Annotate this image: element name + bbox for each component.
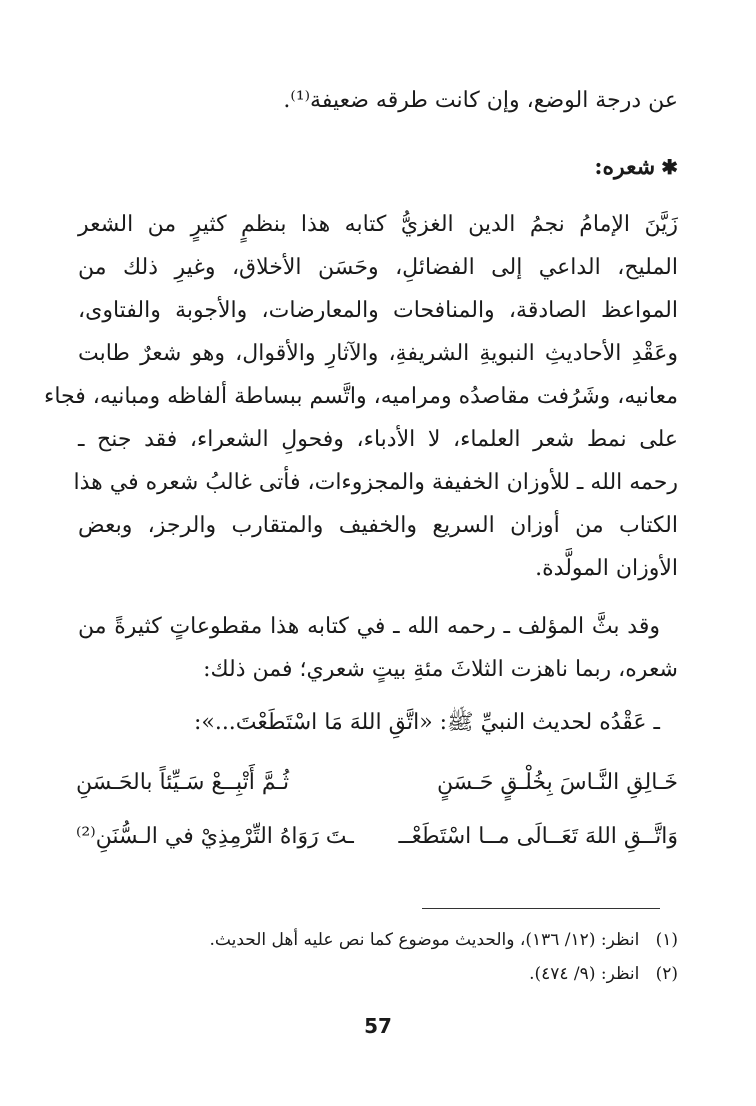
footnote-divider xyxy=(422,908,660,909)
paragraph-line: وعَقْدِ الأحاديثِ النبويةِ الشريفةِ، والآثارِ والأقوال، وهو شعرٌ طابت xyxy=(78,341,678,366)
paragraph-line: على نمط شعر العلماء، لا الأدباء، وفحولِ الشعراء، فقد جنح ـ xyxy=(78,427,678,452)
paragraph-line: رحمه الله ـ للأوزان الخفيفة والمجزوءات، فأتى غالبُ شعره في هذا xyxy=(73,470,678,495)
paragraph-line: شعره، ربما ناهزت الثلاثَ مئةِ بيتٍ شعري؛ فمن ذلك: xyxy=(203,657,678,682)
asterisk-icon: ✱ xyxy=(661,155,678,179)
section-heading-text: شعره: xyxy=(594,154,656,180)
paragraph-line: المليح، الداعي إلى الفضائلِ، وحَسَن الأخلاق، وغيرِ ذلك من xyxy=(78,255,678,280)
footnote-number: (١) xyxy=(655,930,678,950)
paragraph-line: معانيه، وشَرُفت مقاصدُه ومراميه، واتَّسم ببساطة ألفاظه ومبانيه، فجاء xyxy=(43,384,678,409)
page-number: 57 xyxy=(364,1014,392,1038)
paragraph-line: المواعظ الصادقة، والمنافحات والمعارضات، والأجوبة والفتاوى، xyxy=(78,298,678,323)
paragraph-line: الأوزان المولَّدة. xyxy=(535,556,678,581)
footnote-number: (٢) xyxy=(655,964,678,984)
paragraph-line: الكتاب من أوزان السريع والخفيف والمتقارب والرجز، وبعض xyxy=(78,513,678,538)
verse-2-second-hemistich: ـتَ رَوَاهُ التِّرْمِذِيْ في الـسُّنَنِ⁽²⁾ xyxy=(76,824,354,849)
footnote-text: انظر: (١٢/ ١٣٦)، والحديث موضوع كما نص عليه أهل الحديث. xyxy=(209,930,640,950)
footnote-2 xyxy=(529,962,678,986)
intro-line: عن درجة الوضع، وإن كانت طرقه ضعيفة⁽¹⁾. xyxy=(283,88,678,113)
footnote-1 xyxy=(210,928,679,952)
paragraph-line: زَيَّنَ الإمامُ نجمُ الدين الغزيُّ كتابه هذا بنظمٍ كثيرٍ من الشعر xyxy=(78,212,678,237)
verse-2-first-hemistich: وَاتَّــقِ اللهَ تَعَــالَى مــا اسْتَطَعْــ xyxy=(398,824,678,849)
hadith-intro: ـ عَقْدُه لحديث النبيِّ ﷺ: «اتَّقِ اللهَ مَا اسْتَطَعْتَ...»: xyxy=(193,710,660,735)
verse-1-second-hemistich: ثُـمَّ أَتْبِــعْ سَـيِّئاً بالحَـسَنِ xyxy=(76,770,290,795)
paragraph-line: وقد بثَّ المؤلف ـ رحمه الله ـ في كتابه هذا مقطوعاتٍ كثيرةً من xyxy=(78,614,660,639)
verse-1-first-hemistich: خَـالِقِ النَّـاسَ بِخُلْـقٍ حَـسَنٍ xyxy=(436,770,678,795)
footnote-text: انظر: (٩/ ٤٧٤). xyxy=(529,964,640,984)
section-heading xyxy=(594,152,678,182)
